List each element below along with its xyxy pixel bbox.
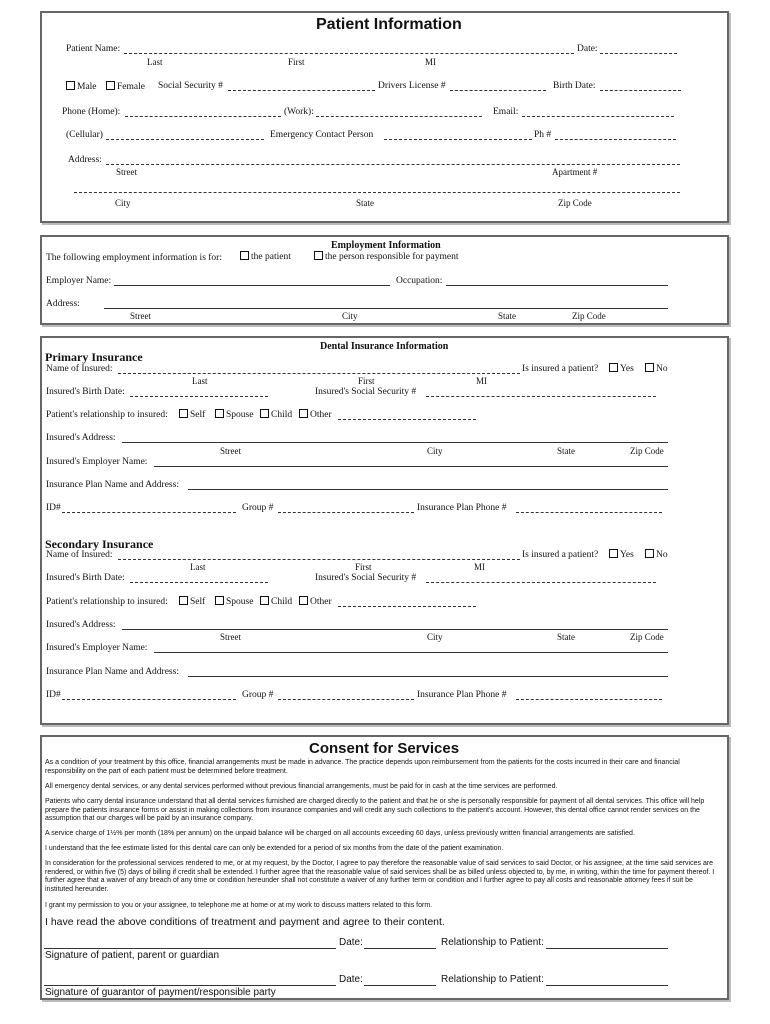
- patient-signature-field[interactable]: [44, 948, 336, 949]
- primary-last-sublabel: Last: [192, 376, 208, 386]
- patient-information-title: Patient Information: [316, 16, 462, 33]
- secondary-plan-field[interactable]: [188, 676, 668, 677]
- primary-birth-date-label: Insured's Birth Date:: [46, 387, 125, 397]
- employer-name-label: Employer Name:: [46, 276, 112, 286]
- secondary-plan-label: Insurance Plan Name and Address:: [46, 667, 179, 677]
- secondary-self-checkbox[interactable]: [179, 596, 188, 605]
- consent-agreement-statement: I have read the above conditions of treatment and payment and agree to their content.: [45, 916, 445, 928]
- secondary-state-sublabel: State: [557, 632, 575, 642]
- secondary-id-field[interactable]: [62, 699, 236, 700]
- guarantor-signature-field[interactable]: [44, 985, 336, 986]
- secondary-group-label: Group #: [242, 690, 274, 700]
- mi-sublabel: MI: [425, 57, 436, 67]
- ssn-label: Social Security #: [158, 81, 223, 91]
- employment-city-sublabel: City: [342, 311, 358, 321]
- primary-plan-label: Insurance Plan Name and Address:: [46, 480, 179, 490]
- secondary-mi-sublabel: MI: [474, 562, 485, 572]
- phone-home-field[interactable]: [125, 116, 281, 117]
- primary-self-checkbox[interactable]: [179, 409, 188, 418]
- relationship-label-1: Relationship to Patient:: [441, 937, 544, 948]
- employer-name-field[interactable]: [114, 285, 390, 286]
- secondary-last-sublabel: Last: [190, 562, 206, 572]
- consent-paragraph-6: In consideration for the professional services rendered to me, or at my request, by the Doctor, I agree to pay therefore the reasonable value of said services to said Doctor, or his assignee, at the time said services are rendered, or within five (5) days of billing if credit shall be extended. I further agree that the reasonable value of said services shall be as billed unless objected to, by me, in writing, within the time for payment thereof. I further agree that a waiver of any breach of any time or condition hereunder shall not constitute a waiver of any further term or condition and I further agree to pay all costs and reasonable attorney fees if suit be instituted hereunder.: [45, 860, 715, 893]
- primary-ssn-field[interactable]: [426, 396, 656, 397]
- employment-intro-label: The following employment information is for:: [46, 253, 222, 263]
- consent-title: Consent for Services: [309, 740, 460, 757]
- primary-yes-option[interactable]: Yes: [609, 363, 634, 375]
- primary-plan-phone-field[interactable]: [516, 512, 662, 513]
- patient-name-label: Patient Name:: [66, 44, 121, 54]
- employment-street-sublabel: Street: [130, 311, 151, 321]
- secondary-ssn-label: Insured's Social Security #: [315, 573, 417, 583]
- date-field[interactable]: [600, 53, 677, 54]
- signature-date-field-1[interactable]: [364, 948, 436, 949]
- city-sublabel: City: [115, 198, 131, 208]
- signature-date-label-1: Date:: [339, 937, 363, 948]
- primary-group-field[interactable]: [278, 512, 414, 513]
- consent-paragraph-3: Patients who carry dental insurance understand that all dental services furnished are charged directly to the patient and that he or she is personally responsible for payment of all dental services. This office will help prepare the patients insurance forms or assist in making collections from insurance companies and will credit any such collections to the patient's account. However, this dental office cannot render services on the assumption that our charges will be paid by an insurance company.: [45, 798, 705, 822]
- primary-street-sublabel: Street: [220, 446, 241, 456]
- secondary-no-checkbox[interactable]: [645, 549, 654, 558]
- secondary-no-option[interactable]: No: [645, 549, 668, 561]
- secondary-birth-date-label: Insured's Birth Date:: [46, 573, 125, 583]
- secondary-other-checkbox[interactable]: [299, 596, 308, 605]
- primary-name-insured-field[interactable]: [118, 373, 520, 374]
- relationship-field-1[interactable]: [546, 948, 668, 949]
- relationship-field-2[interactable]: [546, 985, 668, 986]
- work-phone-label: (Work):: [284, 107, 314, 117]
- secondary-employer-label: Insured's Employer Name:: [46, 643, 148, 653]
- primary-plan-field[interactable]: [188, 489, 668, 490]
- secondary-spouse-checkbox[interactable]: [215, 596, 224, 605]
- employment-address-field[interactable]: [104, 308, 668, 309]
- employment-patient-checkbox[interactable]: [240, 251, 249, 260]
- secondary-is-patient-label: Is insured a patient?: [522, 550, 599, 560]
- cellular-field[interactable]: [106, 139, 264, 140]
- patient-name-field[interactable]: [124, 53, 574, 54]
- signature-date-field-2[interactable]: [364, 985, 436, 986]
- primary-state-sublabel: State: [557, 446, 575, 456]
- primary-group-label: Group #: [242, 503, 274, 513]
- secondary-ssn-field[interactable]: [426, 582, 656, 583]
- first-sublabel: First: [288, 57, 305, 67]
- drivers-license-label: Drivers License #: [378, 81, 446, 91]
- primary-zip-sublabel: Zip Code: [630, 446, 664, 456]
- secondary-address-field[interactable]: [122, 629, 668, 630]
- primary-insurance-heading: Primary Insurance: [45, 350, 143, 364]
- female-option[interactable]: Female: [106, 81, 145, 93]
- primary-no-option[interactable]: No: [645, 363, 668, 375]
- cellular-label: (Cellular): [66, 130, 103, 140]
- primary-name-insured-label: Name of Insured:: [46, 364, 113, 374]
- birth-date-field[interactable]: [600, 90, 681, 91]
- primary-yes-checkbox[interactable]: [609, 363, 618, 372]
- emergency-contact-label: Emergency Contact Person: [270, 130, 374, 140]
- secondary-spouse-option[interactable]: Spouse: [215, 596, 253, 608]
- secondary-name-insured-field[interactable]: [118, 559, 520, 560]
- email-field[interactable]: [522, 116, 674, 117]
- relationship-label-2: Relationship to Patient:: [441, 974, 544, 985]
- consent-paragraph-4: A service charge of 1½% per month (18% per annum) on the unpaid balance will be charged on all accounts exceeding 60 days, unless previously written financial arrangements are satisfied.: [45, 830, 635, 837]
- primary-birth-date-field[interactable]: [130, 396, 268, 397]
- email-label: Email:: [493, 107, 519, 117]
- patient-address-label: Address:: [68, 155, 102, 165]
- primary-no-checkbox[interactable]: [645, 363, 654, 372]
- primary-id-label: ID#: [46, 503, 61, 513]
- zip-sublabel: Zip Code: [558, 198, 592, 208]
- secondary-group-field[interactable]: [278, 699, 414, 700]
- phone-home-label: Phone (Home):: [62, 107, 121, 117]
- secondary-id-label: ID#: [46, 690, 61, 700]
- primary-mi-sublabel: MI: [476, 376, 487, 386]
- signature-patient-caption: Signature of patient, parent or guardian: [45, 950, 220, 961]
- secondary-yes-checkbox[interactable]: [609, 549, 618, 558]
- secondary-address-label: Insured's Address:: [46, 620, 116, 630]
- employment-state-sublabel: State: [498, 311, 516, 321]
- primary-spouse-checkbox[interactable]: [215, 409, 224, 418]
- emergency-contact-field[interactable]: [384, 139, 532, 140]
- secondary-city-sublabel: City: [427, 632, 443, 642]
- patient-city-state-zip-field[interactable]: [74, 192, 680, 193]
- emergency-phone-label: Ph #: [534, 130, 552, 140]
- secondary-yes-option[interactable]: Yes: [609, 549, 634, 561]
- employment-for-responsible-option[interactable]: the person responsible for payment: [314, 251, 459, 263]
- primary-self-option[interactable]: Self: [179, 409, 205, 421]
- primary-child-checkbox[interactable]: [260, 409, 269, 418]
- secondary-name-insured-label: Name of Insured:: [46, 550, 113, 560]
- secondary-employer-field[interactable]: [154, 652, 668, 653]
- consent-paragraph-7: I grant my permission to you or your assignee, to telephone me at home or at my work to discuss matters related to this form.: [45, 902, 433, 909]
- secondary-plan-phone-label: Insurance Plan Phone #: [417, 690, 507, 700]
- consent-paragraph-1: As a condition of your treatment by this office, financial arrangements must be made in advance. The practice depends upon reimbursement from the patients for the costs incurred in their care and financial responsibility on the part of each patient must be determined before treatment.: [45, 759, 680, 775]
- primary-first-sublabel: First: [358, 376, 375, 386]
- primary-other-checkbox[interactable]: [299, 409, 308, 418]
- consent-paragraph-5: I understand that the fee estimate listed for this dental care can only be extended for a period of six months from the date of the patient examination.: [45, 845, 504, 852]
- primary-spouse-option[interactable]: Spouse: [215, 409, 253, 421]
- employment-for-patient-option[interactable]: the patient: [240, 251, 291, 263]
- secondary-plan-phone-field[interactable]: [516, 699, 662, 700]
- patient-street-field[interactable]: [106, 164, 680, 165]
- primary-plan-phone-label: Insurance Plan Phone #: [417, 503, 507, 513]
- date-label: Date:: [577, 44, 598, 54]
- employment-zip-sublabel: Zip Code: [572, 311, 606, 321]
- secondary-birth-date-field[interactable]: [130, 582, 268, 583]
- signature-guarantor-caption: Signature of guarantor of payment/responsible party: [45, 987, 276, 998]
- secondary-relationship-label: Patient's relationship to insured:: [46, 597, 168, 607]
- secondary-child-option[interactable]: Child: [260, 596, 292, 608]
- ssn-field[interactable]: [228, 90, 375, 91]
- consent-paragraph-2: All emergency dental services, or any dental services performed without previous financial arrangements, must be paid for in cash at the time services are performed.: [45, 783, 558, 790]
- signature-date-label-2: Date:: [339, 974, 363, 985]
- primary-other-option[interactable]: Other: [299, 409, 332, 421]
- work-phone-field[interactable]: [316, 116, 482, 117]
- state-sublabel: State: [356, 198, 374, 208]
- primary-address-label: Insured's Address:: [46, 433, 116, 443]
- primary-child-option[interactable]: Child: [260, 409, 292, 421]
- primary-address-field[interactable]: [122, 442, 668, 443]
- primary-relationship-label: Patient's relationship to insured:: [46, 410, 168, 420]
- secondary-self-option[interactable]: Self: [179, 596, 205, 608]
- secondary-street-sublabel: Street: [220, 632, 241, 642]
- apartment-sublabel: Apartment #: [552, 167, 598, 177]
- secondary-other-field[interactable]: [338, 606, 476, 607]
- male-checkbox[interactable]: [66, 81, 75, 90]
- secondary-first-sublabel: First: [355, 562, 372, 572]
- employment-information-title: Employment Information: [331, 240, 441, 251]
- birth-date-label: Birth Date:: [553, 81, 596, 91]
- drivers-license-field[interactable]: [450, 90, 546, 91]
- male-option[interactable]: Male: [66, 81, 97, 93]
- primary-id-field[interactable]: [62, 512, 236, 513]
- primary-is-patient-label: Is insured a patient?: [522, 364, 599, 374]
- primary-employer-field[interactable]: [154, 466, 668, 467]
- primary-other-field[interactable]: [338, 419, 476, 420]
- last-sublabel: Last: [147, 57, 163, 67]
- primary-city-sublabel: City: [427, 446, 443, 456]
- emergency-phone-field[interactable]: [555, 139, 676, 140]
- secondary-insurance-heading: Secondary Insurance: [45, 537, 154, 551]
- employment-address-label: Address:: [46, 299, 80, 309]
- female-checkbox[interactable]: [106, 81, 115, 90]
- occupation-field[interactable]: [446, 285, 668, 286]
- occupation-label: Occupation:: [396, 276, 443, 286]
- secondary-child-checkbox[interactable]: [260, 596, 269, 605]
- secondary-other-option[interactable]: Other: [299, 596, 332, 608]
- street-sublabel: Street: [116, 167, 137, 177]
- primary-ssn-label: Insured's Social Security #: [315, 387, 417, 397]
- employment-responsible-checkbox[interactable]: [314, 251, 323, 260]
- secondary-zip-sublabel: Zip Code: [630, 632, 664, 642]
- dental-insurance-title: Dental Insurance Information: [320, 341, 449, 352]
- primary-employer-label: Insured's Employer Name:: [46, 457, 148, 467]
